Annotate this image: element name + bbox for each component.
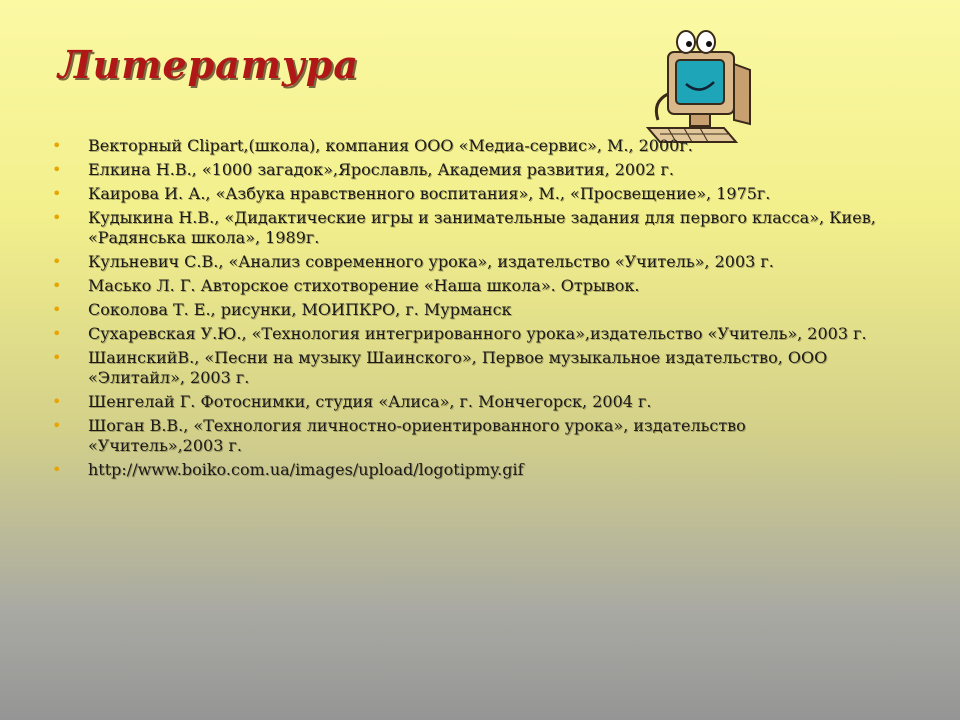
reference-text: Векторный Clipart,(школа), компания ООО «Медиа-сервис», М., 2000г. <box>88 136 693 155</box>
references-list <box>52 136 882 484</box>
reference-item <box>52 208 882 248</box>
bullet-icon: • <box>52 208 62 227</box>
bullet-icon: • <box>52 348 62 367</box>
reference-item <box>52 276 882 296</box>
slide-title: Литература <box>58 42 359 87</box>
bullet-icon: • <box>52 460 62 479</box>
reference-text: Шенгелай Г. Фотоснимки, студия «Алиса», г. Мончегорск, 2004 г. <box>88 392 652 411</box>
reference-item <box>52 136 882 156</box>
reference-text: ШаинскийВ., «Песни на музыку Шаинского», Первое музыкальное издательство, ООО «Элитайл», 2003 г. <box>88 348 828 387</box>
reference-item <box>52 348 882 388</box>
bullet-icon: • <box>52 184 62 203</box>
reference-item <box>52 392 882 412</box>
reference-item <box>52 324 882 344</box>
bullet-icon: • <box>52 300 62 319</box>
bullet-icon: • <box>52 252 62 271</box>
reference-text: Каирова И. А., «Азбука нравственного воспитания», М., «Просвещение», 1975г. <box>88 184 771 203</box>
bullet-icon: • <box>52 160 62 179</box>
bullet-icon: • <box>52 416 62 435</box>
bullet-icon: • <box>52 276 62 295</box>
reference-text: Сухаревская У.Ю., «Технология интегрированного урока»,издательство «Учитель», 2003 г. <box>88 324 867 343</box>
bullet-icon: • <box>52 136 62 155</box>
reference-text: Кудыкина Н.В., «Дидактические игры и занимательные задания для первого класса», Киев, «Радянська школа», 1989г. <box>88 208 876 247</box>
reference-text: Масько Л. Г. Авторское стихотворение «Наша школа». Отрывок. <box>88 276 640 295</box>
reference-item <box>52 300 882 320</box>
bullet-icon: • <box>52 324 62 343</box>
reference-text: Кульневич С.В., «Анализ современного урока», издательство «Учитель», 2003 г. <box>88 252 774 271</box>
reference-link[interactable] <box>52 460 882 480</box>
reference-text: Елкина Н.В., «1000 загадок»,Ярославль, Академия развития, 2002 г. <box>88 160 675 179</box>
reference-item <box>52 160 882 180</box>
computer-mascot-icon <box>638 24 758 154</box>
reference-text: http://www.boiko.com.ua/images/upload/logotipmy.gif <box>88 460 524 479</box>
reference-item <box>52 416 882 456</box>
reference-item <box>52 184 882 204</box>
reference-item <box>52 252 882 272</box>
reference-text: Соколова Т. Е., рисунки, МОИПКРО, г. Мурманск <box>88 300 512 319</box>
bullet-icon: • <box>52 392 62 411</box>
reference-text: Шоган В.В., «Технология личностно-ориентированного урока», издательство «Учитель»,2003 г. <box>88 416 746 455</box>
